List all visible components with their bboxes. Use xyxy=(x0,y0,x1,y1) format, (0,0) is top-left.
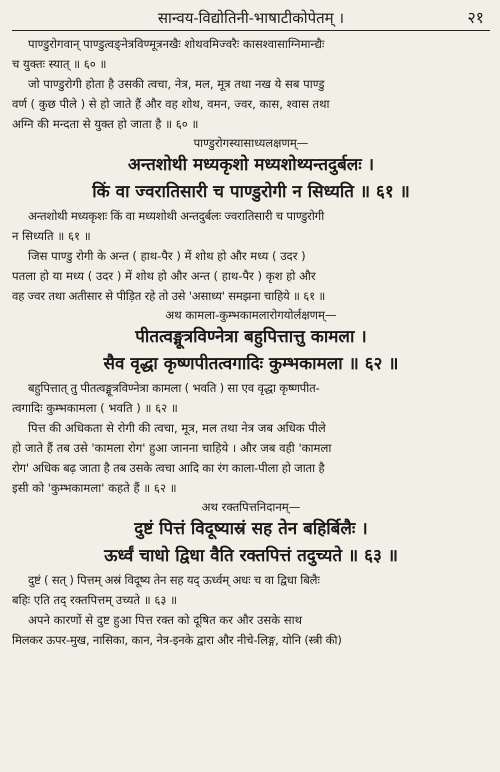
commentary-61-line-2: पतला हो या मध्य ( उदर ) में शोथ हो और अन्त ( हाथ-पैर ) कृश हो और xyxy=(12,269,316,283)
verse-63-line-1: दुष्टं पित्तं विदूष्यास्रं सह तेन बहिर्बिलैः । xyxy=(134,519,368,539)
sutra-60-line-2: च युक्तः स्यात् ॥ ६० ॥ xyxy=(12,57,107,71)
anvaya-62-line-2: त्वगादिः कुम्भकामला ( भवति ) ॥ ६२ ॥ xyxy=(12,401,178,415)
sutra-60-line-1: पाण्डुरोगवान् पाण्डुत्वङ्नेत्रविण्मूत्रनखैः शोथवमिज्वरैः कासश्वासाग्निमान्द्यैः xyxy=(28,37,325,51)
commentary-60-line-1: जो पाण्डुरोगी होता है उसकी त्वचा, नेत्र, मल, मूत्र तथा नख ये सब पाण्डु xyxy=(28,77,325,91)
section-heading-kamala: अथ कामला-कुम्भकामलारोगयोर्लक्षणम्— xyxy=(165,308,337,322)
commentary-62-line-2: हो जाते हैं तब उसे 'कामला रोग' हुआ जानना चाहिये । और जब वही 'कामला xyxy=(12,441,332,455)
page-number: २१ xyxy=(467,8,484,27)
section-heading-raktapitta: अथ रक्तपित्तनिदानम्— xyxy=(201,500,301,514)
commentary-60-line-3: अग्नि की मन्दता से युक्त हो जाता है ॥ ६० ॥ xyxy=(12,117,199,131)
verse-61-line-2: किं वा ज्वरातिसारी च पाण्डुरोगी न सिध्यति ॥ ६१ ॥ xyxy=(92,182,410,202)
verse-62-line-2: सैव वृद्धा कृष्णपीतत्वगादिः कुम्भकामला ॥ ६२ ॥ xyxy=(103,354,399,374)
commentary-61-line-3: वह ज्वर तथा अतीसार से पीड़ित रहे तो उसे 'असाध्य' समझना चाहिये ॥ ६१ ॥ xyxy=(12,289,326,303)
commentary-62-line-3: रोग' अधिक बढ़ जाता है तब उसके त्वचा आदि का रंग काला-पीला हो जाता है xyxy=(12,461,325,475)
verse-62-line-1: पीतत्वङ्मूत्रविण्नेत्रा बहुपित्तात्तु कामला । xyxy=(135,327,367,347)
anvaya-62-line-1: बहुपित्तात् तु पीतत्वङ्मूत्रविण्नेत्रा कामला ( भवति ) सा एव वृद्धा कृष्णपीत- xyxy=(28,381,320,395)
commentary-63-line-2: मिलकर ऊपर-मुख, नासिका, कान, नेत्र-इनके द्वारा और नीचे-लिङ्ग, योनि (स्त्री की) xyxy=(12,633,342,647)
anvaya-63-line-2: बहिः एति तद् रक्तपित्तम् उच्यते ॥ ६३ ॥ xyxy=(12,593,178,607)
running-title: सान्वय-विद्योतिनी-भाषाटीकोपेतम् । xyxy=(157,9,345,27)
anvaya-63-line-1: दुष्टं ( सत् ) पित्तम् अस्रं विदूष्य तेन सह यद् ऊर्ध्वम् अधः च वा द्विधा बिलैः xyxy=(28,573,320,587)
commentary-61-line-1: जिस पाण्डु रोगी के अन्त ( हाथ-पैर ) में शोथ हो और मध्य ( उदर ) xyxy=(28,249,306,263)
section-heading-asadhya: पाण्डुरोगस्यासाध्यलक्षणम्— xyxy=(193,136,309,150)
commentary-63-line-1: अपने कारणों से दुष्ट हुआ पित्त रक्त को दूषित कर और उसके साथ xyxy=(28,613,303,627)
commentary-62-line-4: इसी को 'कुम्भकामला' कहते हैं ॥ ६२ ॥ xyxy=(12,481,177,495)
anvaya-61-line-1: अन्तशोथी मध्यकृशः किं वा मध्यशोथी अन्तदुर्बलः ज्वरातिसारी च पाण्डुरोगी xyxy=(28,209,325,223)
header-rule xyxy=(12,30,490,31)
commentary-62-line-1: पित्त की अधिकता से रोगी की त्वचा, मूत्र, मल तथा नेत्र जब अधिक पीले xyxy=(28,421,326,435)
commentary-60-line-2: वर्ण ( कुछ पीले ) से हो जाते हैं और वह शोथ, वमन, ज्वर, कास, श्वास तथा xyxy=(12,97,330,111)
anvaya-61-line-2: न सिध्यति ॥ ६१ ॥ xyxy=(12,229,91,243)
verse-61-line-1: अन्तशोथी मध्यकृशो मध्यशोथ्यन्तदुर्बलः । xyxy=(127,155,375,175)
page-header xyxy=(12,6,490,30)
verse-63-line-2: ऊर्ध्वं चाधो द्विधा वैति रक्तपित्तं तदुच्यते ॥ ६३ ॥ xyxy=(104,546,398,566)
